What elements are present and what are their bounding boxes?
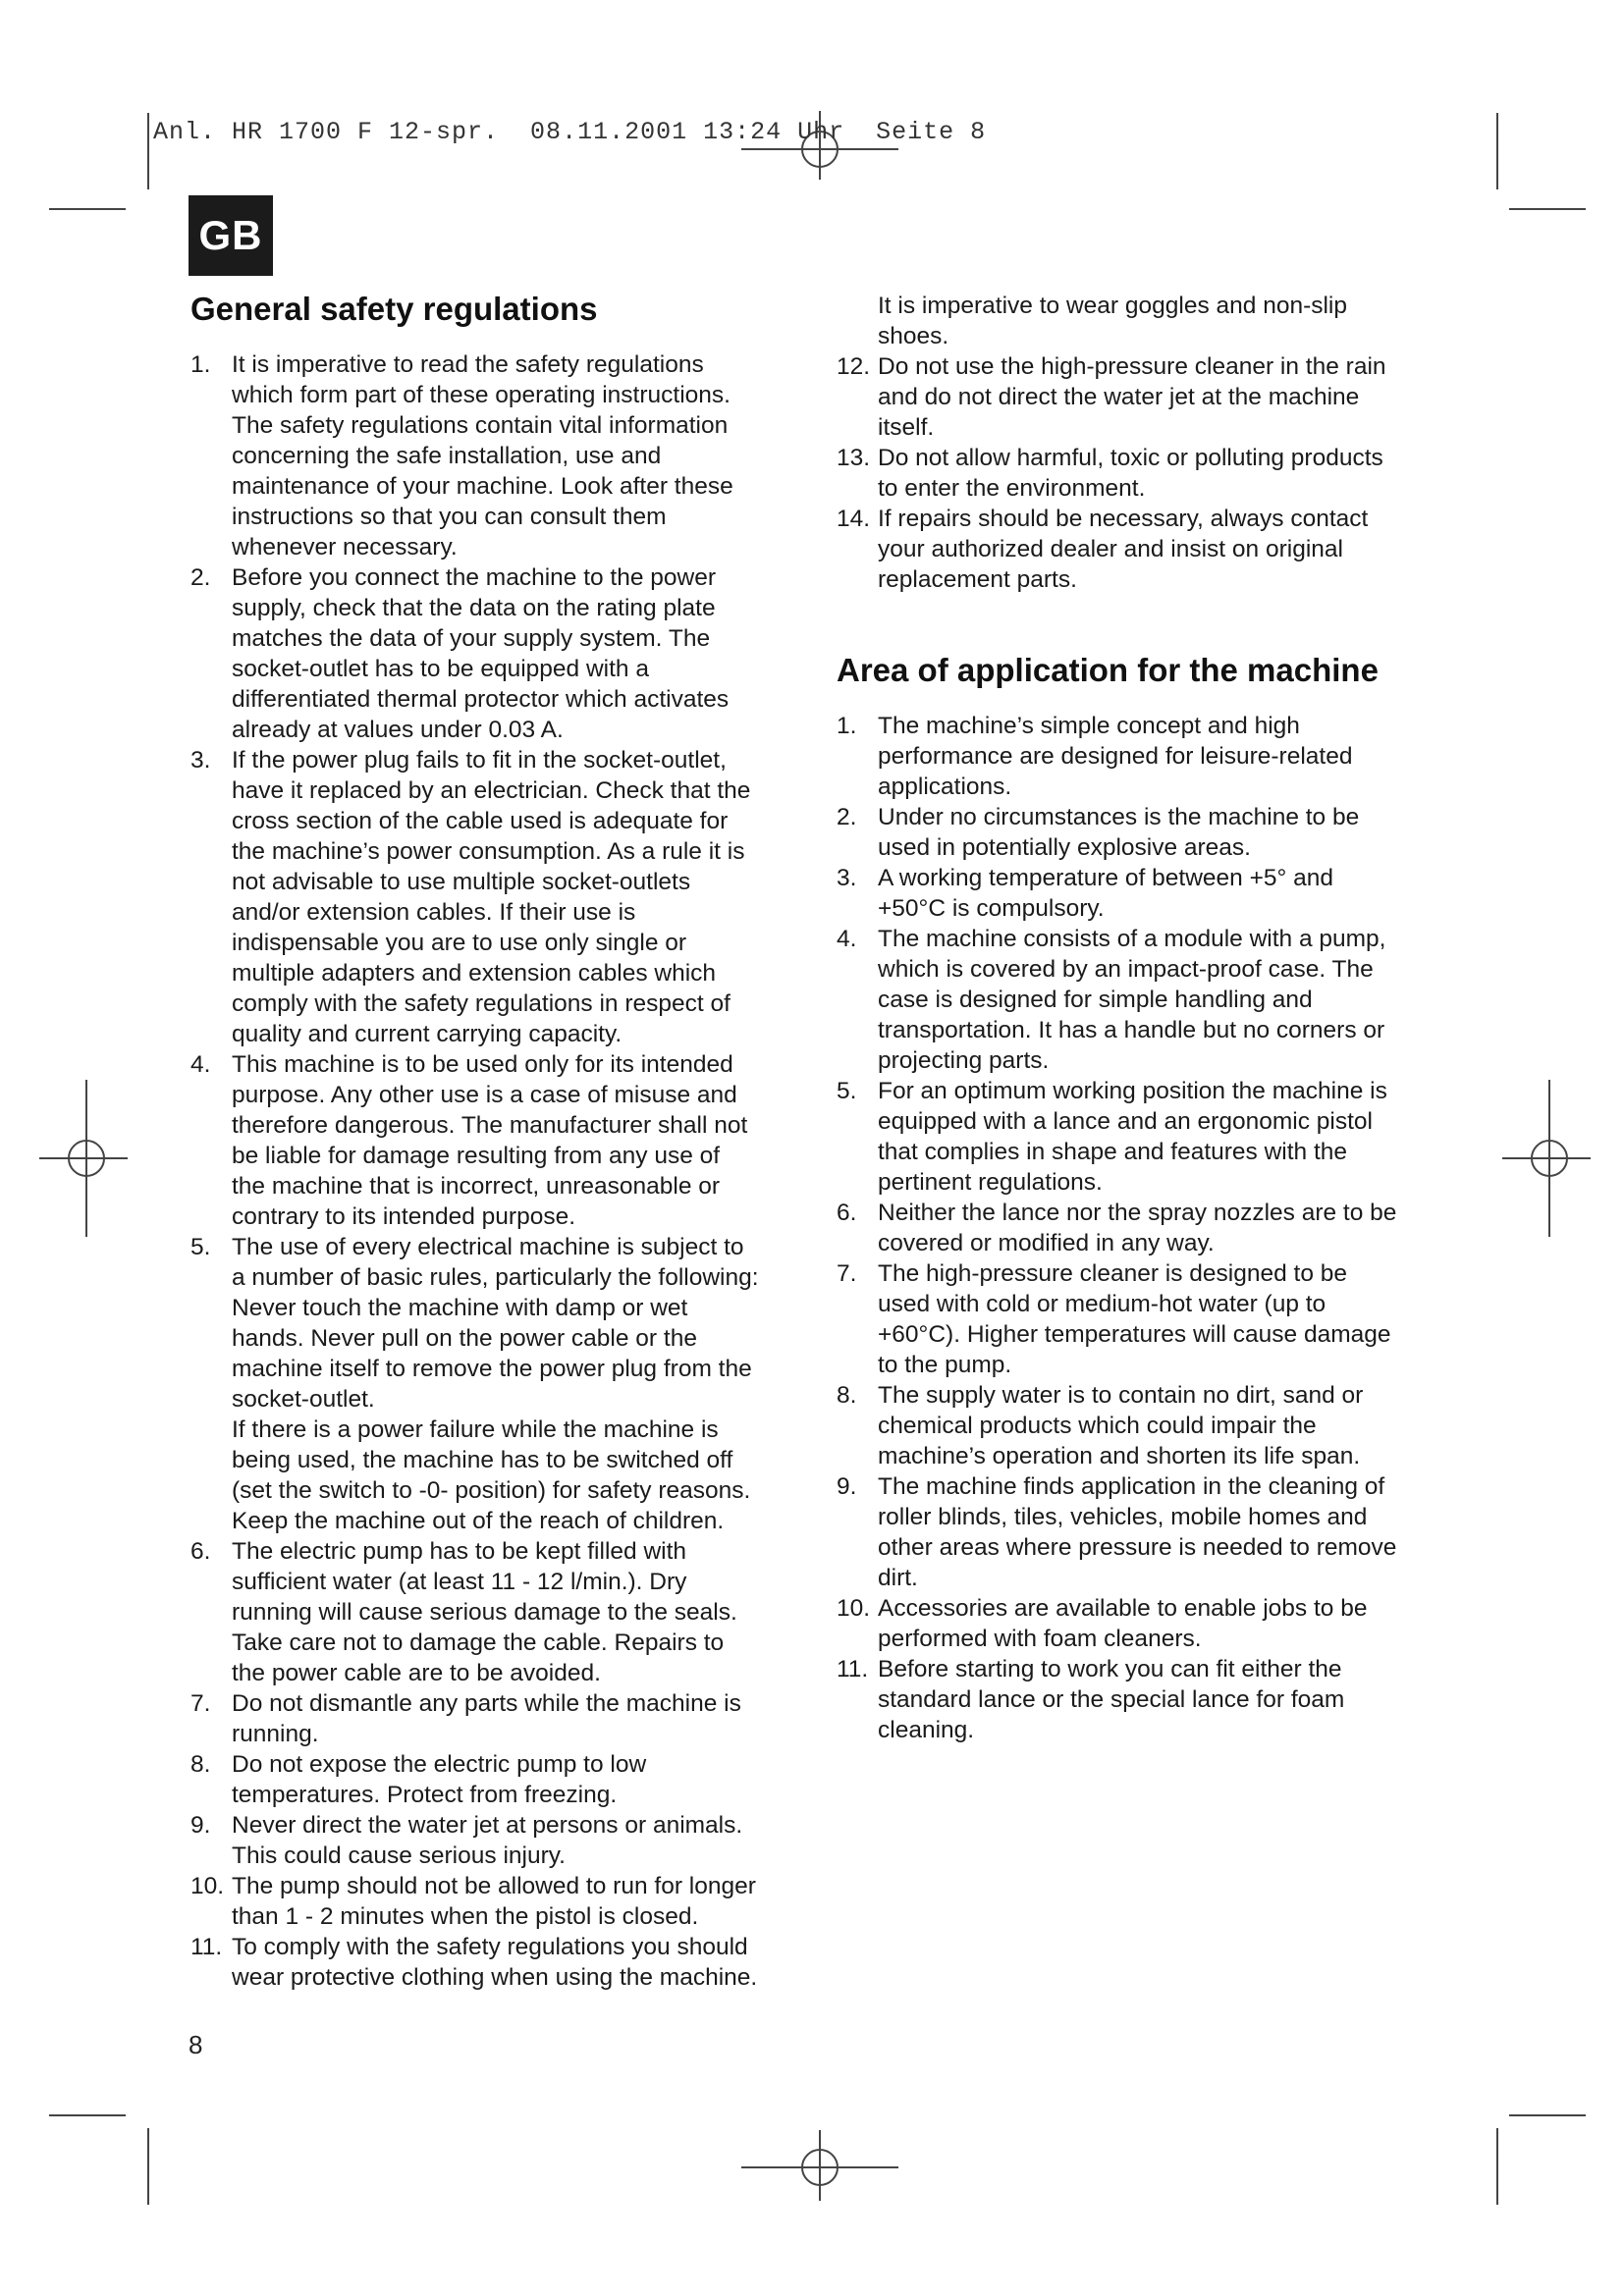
list-item-line: socket-outlet has to be equipped with a xyxy=(232,656,649,682)
list-item-number: 8. xyxy=(837,1382,857,1409)
crop-mark xyxy=(1509,208,1586,210)
list-item xyxy=(837,351,1445,443)
registration-mark-right xyxy=(1502,1080,1591,1237)
list-item-line: chemical products which could impair the xyxy=(878,1413,1317,1439)
list-item xyxy=(837,863,1445,924)
list-item-line: covered or modified in any way. xyxy=(878,1230,1215,1256)
list-item-number: 4. xyxy=(190,1051,211,1078)
language-badge: GB xyxy=(189,195,273,276)
list-item xyxy=(190,1688,819,1749)
print-slug: Anl. HR 1700 F 12-spr. 08.11.2001 13:24 Uhr Seite 8 xyxy=(153,118,987,146)
list-item-line: +60°C). Higher temperatures will cause damage xyxy=(878,1321,1391,1348)
list-item-line: indispensable you are to use only single or xyxy=(232,930,687,956)
list-item-line: Never direct the water jet at persons or animals. xyxy=(232,1812,743,1839)
list-item-line: purpose. Any other use is a case of misuse and xyxy=(232,1082,737,1108)
list-item-line: The machine finds application in the cleaning of xyxy=(878,1473,1385,1500)
continued-line: It is imperative to wear goggles and non-slip xyxy=(878,293,1348,319)
list-item-line: Do not use the high-pressure cleaner in the rain xyxy=(878,353,1386,380)
list-item-line: The safety regulations contain vital information xyxy=(232,412,729,439)
continued-text xyxy=(837,291,1445,351)
safety-list xyxy=(190,349,819,1993)
list-item-line: The machine’s simple concept and high xyxy=(878,713,1300,739)
list-item-number: 3. xyxy=(190,747,211,774)
list-item-number: 7. xyxy=(190,1690,211,1717)
section-heading-application: Area of application for the machine xyxy=(837,652,1379,688)
list-item-line: comply with the safety regulations in respect of xyxy=(232,990,731,1017)
list-item xyxy=(837,504,1445,595)
list-item-line: projecting parts. xyxy=(878,1047,1050,1074)
list-item-number: 2. xyxy=(190,564,211,591)
list-item-line: hands. Never pull on the power cable or the xyxy=(232,1325,697,1352)
list-item-line: the machine that is incorrect, unreasonable or xyxy=(232,1173,721,1200)
list-item-line: therefore dangerous. The manufacturer shall not xyxy=(232,1112,748,1139)
list-item-number: 10. xyxy=(190,1873,225,1899)
list-item-line: running will cause serious damage to the seals. xyxy=(232,1599,737,1626)
list-item xyxy=(190,1749,819,1810)
list-item-number: 4. xyxy=(837,926,857,952)
list-item xyxy=(837,1076,1445,1198)
list-item-line: case is designed for simple handling and xyxy=(878,987,1313,1013)
list-item-line: the machine’s power consumption. As a rule it is xyxy=(232,838,745,865)
list-item-line: whenever necessary. xyxy=(232,534,458,561)
list-item-line: To comply with the safety regulations you should xyxy=(232,1934,748,1960)
list-item-number: 6. xyxy=(190,1538,211,1565)
list-item-number: 11. xyxy=(190,1934,223,1960)
list-item-line: and do not direct the water jet at the machine xyxy=(878,384,1360,410)
list-item-line: than 1 - 2 minutes when the pistol is closed. xyxy=(232,1903,699,1930)
list-item-line: Never touch the machine with damp or wet xyxy=(232,1295,688,1321)
list-item-line: have it replaced by an electrician. Check that the xyxy=(232,777,751,804)
list-item-line: itself. xyxy=(878,414,935,441)
list-item-line: The pump should not be allowed to run for longer xyxy=(232,1873,756,1899)
list-item-line: wear protective clothing when using the machine. xyxy=(232,1964,758,1991)
list-item-line: which form part of these operating instructions. xyxy=(232,382,731,408)
list-item-line: A working temperature of between +5° and xyxy=(878,865,1334,891)
list-item-line: be liable for damage resulting from any use of xyxy=(232,1143,721,1169)
list-item-line: supply, check that the data on the rating plate xyxy=(232,595,716,621)
list-item xyxy=(837,1380,1445,1471)
list-item-line: The electric pump has to be kept filled with xyxy=(232,1538,687,1565)
list-item-line: This machine is to be used only for its intended xyxy=(232,1051,733,1078)
list-item-line: maintenance of your machine. Look after these xyxy=(232,473,733,500)
list-item-number: 10. xyxy=(837,1595,871,1622)
list-item-line: and/or extension cables. If their use is xyxy=(232,899,636,926)
list-item-number: 12. xyxy=(837,353,871,380)
list-item-line: running. xyxy=(232,1721,319,1747)
crop-mark xyxy=(1509,2114,1586,2116)
list-item-line: which is covered by an impact-proof case. The xyxy=(878,956,1374,983)
list-item-line: the power cable are to be avoided. xyxy=(232,1660,601,1686)
list-item-line: performance are designed for leisure-related xyxy=(878,743,1353,770)
crop-mark xyxy=(147,2128,149,2205)
list-item xyxy=(190,1871,819,1932)
list-item-line: standard lance or the special lance for foam xyxy=(878,1686,1345,1713)
list-item-line: The machine consists of a module with a pump, xyxy=(878,926,1386,952)
section-heading-safety: General safety regulations xyxy=(190,291,598,327)
list-item-line: Keep the machine out of the reach of children. xyxy=(232,1508,725,1534)
list-item-line: already at values under 0.03 A. xyxy=(232,717,564,743)
list-item xyxy=(190,1810,819,1871)
list-item-number: 5. xyxy=(837,1078,857,1104)
left-column xyxy=(190,291,819,1993)
crop-mark xyxy=(49,208,126,210)
list-item-line: cross section of the cable used is adequate for xyxy=(232,808,729,834)
list-item-line: For an optimum working position the machine is xyxy=(878,1078,1387,1104)
list-item xyxy=(190,1932,819,1993)
list-item xyxy=(837,1593,1445,1654)
registration-mark-bottom xyxy=(741,2130,898,2209)
list-item-line: Take care not to damage the cable. Repairs to xyxy=(232,1629,725,1656)
list-item-line: Do not dismantle any parts while the machine is xyxy=(232,1690,741,1717)
crop-mark xyxy=(1496,113,1498,189)
safety-list-continued xyxy=(837,351,1445,595)
list-item-line: If repairs should be necessary, always contact xyxy=(878,506,1369,532)
list-item-number: 13. xyxy=(837,445,871,471)
list-item-line: cleaning. xyxy=(878,1717,975,1743)
list-item-line: socket-outlet. xyxy=(232,1386,375,1413)
continued-line: shoes. xyxy=(878,323,949,349)
list-item-number: 8. xyxy=(190,1751,211,1778)
crop-mark xyxy=(147,113,149,189)
list-item xyxy=(837,1654,1445,1745)
list-item xyxy=(837,1198,1445,1258)
list-item-line: that complies in shape and features with the xyxy=(878,1139,1348,1165)
list-item-line: Do not expose the electric pump to low xyxy=(232,1751,647,1778)
list-item-line: temperatures. Protect from freezing. xyxy=(232,1782,618,1808)
list-item xyxy=(837,443,1445,504)
list-item-line: If the power plug fails to fit in the socket-outlet, xyxy=(232,747,727,774)
list-item xyxy=(837,711,1445,802)
list-item-line: differentiated thermal protector which activates xyxy=(232,686,730,713)
list-item-line: Accessories are available to enable jobs to be xyxy=(878,1595,1368,1622)
list-item-number: 11. xyxy=(837,1656,869,1682)
right-column xyxy=(837,291,1445,1745)
list-item-line: machine’s operation and shorten its life span. xyxy=(878,1443,1361,1469)
crop-mark xyxy=(49,2114,126,2116)
list-item xyxy=(837,1258,1445,1380)
list-item-line: Before you connect the machine to the power xyxy=(232,564,717,591)
list-item-number: 1. xyxy=(190,351,211,378)
list-item xyxy=(190,562,819,745)
list-item xyxy=(190,1232,819,1536)
list-item xyxy=(190,1536,819,1688)
list-item-number: 14. xyxy=(837,506,871,532)
list-item xyxy=(837,802,1445,863)
list-item-number: 3. xyxy=(837,865,857,891)
list-item-line: It is imperative to read the safety regulations xyxy=(232,351,704,378)
list-item-line: equipped with a lance and an ergonomic pistol xyxy=(878,1108,1373,1135)
list-item-line: applications. xyxy=(878,774,1012,800)
crop-mark xyxy=(1496,2128,1498,2205)
list-item-line: used with cold or medium-hot water (up to xyxy=(878,1291,1326,1317)
list-item-line: Do not allow harmful, toxic or polluting products xyxy=(878,445,1383,471)
list-item-line: a number of basic rules, particularly the following: xyxy=(232,1264,759,1291)
list-item-line: other areas where pressure is needed to remove xyxy=(878,1534,1397,1561)
list-item-line: performed with foam cleaners. xyxy=(878,1626,1202,1652)
list-item xyxy=(190,745,819,1049)
list-item-line: not advisable to use multiple socket-outlets xyxy=(232,869,691,895)
list-item-line: used in potentially explosive areas. xyxy=(878,834,1251,861)
list-item-line: replacement parts. xyxy=(878,566,1077,593)
list-item-line: transportation. It has a handle but no corners or xyxy=(878,1017,1385,1043)
list-item-line: Under no circumstances is the machine to be xyxy=(878,804,1360,830)
list-item-line: being used, the machine has to be switched off xyxy=(232,1447,733,1473)
list-item-number: 5. xyxy=(190,1234,211,1260)
list-item-number: 6. xyxy=(837,1200,857,1226)
list-item-line: roller blinds, tiles, vehicles, mobile homes and xyxy=(878,1504,1368,1530)
list-item-line: This could cause serious injury. xyxy=(232,1842,566,1869)
list-item-number: 7. xyxy=(837,1260,857,1287)
list-item-line: multiple adapters and extension cables which xyxy=(232,960,717,987)
list-item-number: 1. xyxy=(837,713,857,739)
list-item-line: concerning the safe installation, use and xyxy=(232,443,662,469)
list-item-line: pertinent regulations. xyxy=(878,1169,1103,1196)
list-item-line: +50°C is compulsory. xyxy=(878,895,1105,922)
list-item-line: The supply water is to contain no dirt, sand or xyxy=(878,1382,1364,1409)
list-item-line: Neither the lance nor the spray nozzles are to be xyxy=(878,1200,1397,1226)
list-item xyxy=(190,349,819,562)
list-item xyxy=(837,1471,1445,1593)
list-item-line: The use of every electrical machine is subject to xyxy=(232,1234,744,1260)
list-item-line: contrary to its intended purpose. xyxy=(232,1203,576,1230)
list-item-number: 9. xyxy=(837,1473,857,1500)
list-item-line: your authorized dealer and insist on original xyxy=(878,536,1343,562)
list-item-line: matches the data of your supply system. The xyxy=(232,625,711,652)
list-item-line: dirt. xyxy=(878,1565,918,1591)
page-number: 8 xyxy=(189,2030,203,2059)
list-item-line: to enter the environment. xyxy=(878,475,1146,502)
list-item-line: quality and current carrying capacity. xyxy=(232,1021,623,1047)
list-item-line: (set the switch to -0- position) for safety reasons. xyxy=(232,1477,751,1504)
list-item-line: Before starting to work you can fit either the xyxy=(878,1656,1342,1682)
list-item-line: to the pump. xyxy=(878,1352,1012,1378)
list-item-line: machine itself to remove the power plug from the xyxy=(232,1356,752,1382)
list-item xyxy=(190,1049,819,1232)
list-item-number: 9. xyxy=(190,1812,211,1839)
application-list xyxy=(837,711,1445,1745)
list-item-line: sufficient water (at least 11 - 12 l/min.). Dry xyxy=(232,1569,687,1595)
list-item-line: The high-pressure cleaner is designed to be xyxy=(878,1260,1348,1287)
list-item xyxy=(837,924,1445,1076)
list-item-line: If there is a power failure while the machine is xyxy=(232,1416,719,1443)
list-item-number: 2. xyxy=(837,804,857,830)
list-item-line: instructions so that you can consult them xyxy=(232,504,667,530)
registration-mark-left xyxy=(39,1080,128,1237)
